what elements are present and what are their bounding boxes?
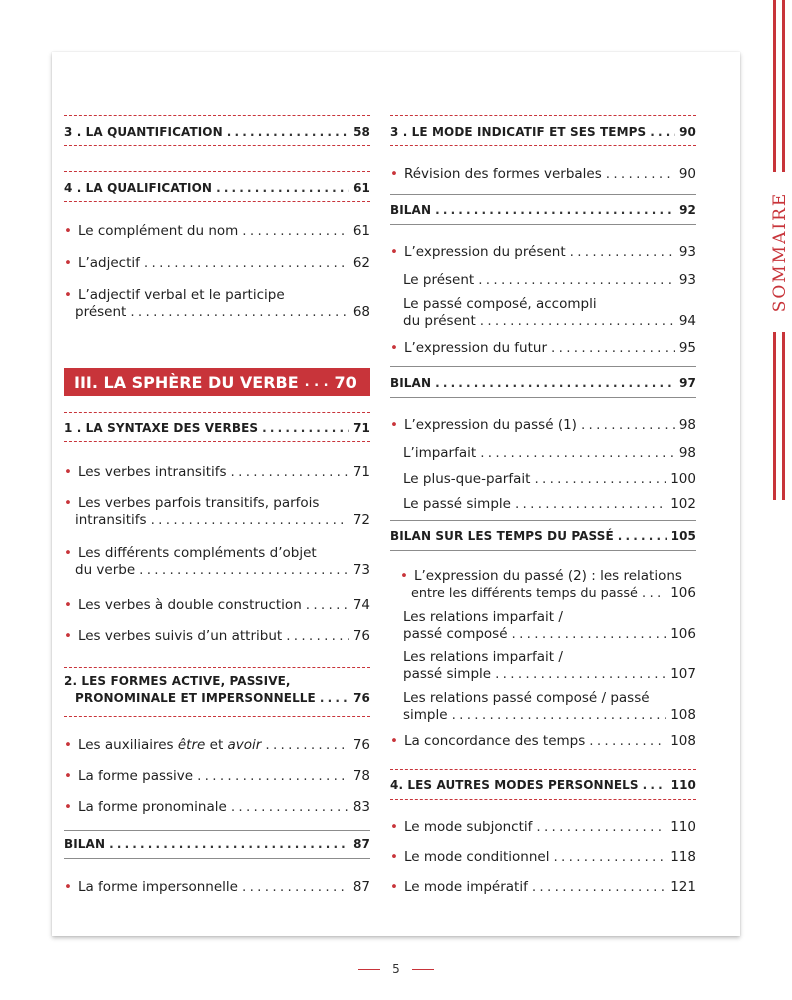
toc-entry-indicatif[interactable] xyxy=(390,124,696,141)
toc-entry-complement-nom[interactable] xyxy=(64,223,370,240)
leader-dots xyxy=(570,244,675,261)
leader-dots xyxy=(265,737,348,754)
page-number: 76 xyxy=(352,628,370,644)
bullet-icon: • xyxy=(64,628,72,644)
page-number-footer: 5 xyxy=(392,962,400,976)
page-number: 106 xyxy=(670,585,696,601)
toc-entry-syntaxe[interactable] xyxy=(64,420,370,437)
page-number: 68 xyxy=(352,304,370,320)
toc-entry-impersonnelle[interactable] xyxy=(64,879,370,896)
page-number: 95 xyxy=(678,340,696,356)
page-number: 74 xyxy=(352,597,370,613)
leader-dots xyxy=(242,223,349,240)
leader-dots xyxy=(231,464,349,481)
bullet-icon: • xyxy=(64,597,72,613)
toc-entry-passe-compose[interactable] xyxy=(390,296,696,330)
leader-dots xyxy=(643,777,667,794)
bullet-icon: • xyxy=(64,255,72,271)
entry-title: BILAN xyxy=(390,203,432,217)
divider xyxy=(64,115,370,116)
page-number: 110 xyxy=(670,778,696,792)
page-number: 73 xyxy=(352,562,370,578)
divider xyxy=(390,550,696,551)
toc-entry-bilan-passe[interactable] xyxy=(390,528,696,545)
entry-label: Les verbes suivis d’un attribut xyxy=(77,628,283,644)
entry-label: Les verbes à double construction xyxy=(77,597,302,613)
toc-entry-relations-2[interactable] xyxy=(390,649,696,683)
bullet-icon: • xyxy=(64,223,72,239)
footer-rule-left xyxy=(358,969,380,970)
bullet-icon: • xyxy=(400,568,408,584)
divider xyxy=(64,441,370,442)
entry-label: La forme pronominale xyxy=(77,799,227,815)
page-number: 98 xyxy=(678,417,696,433)
leader-dots xyxy=(306,597,349,614)
toc-entry-adjectif[interactable] xyxy=(64,255,370,272)
leader-dots xyxy=(618,528,667,545)
bullet-icon: • xyxy=(64,545,72,561)
toc-entry-adjectif-verbal[interactable] xyxy=(64,287,370,321)
entry-title: BILAN xyxy=(390,376,432,390)
page-number: 71 xyxy=(353,421,370,435)
entry-label-italic: avoir xyxy=(227,737,262,753)
entry-label: L’expression du présent xyxy=(403,244,566,260)
entry-title: 3 . LA QUANTIFICATION xyxy=(64,125,223,139)
entry-label: L’expression du passé (1) xyxy=(403,417,577,433)
page-number: 72 xyxy=(352,512,370,528)
part-dots: . . . xyxy=(304,374,329,390)
entry-label: L’imparfait xyxy=(403,445,477,461)
leader-dots xyxy=(512,626,667,643)
entry-title-cont: PRONOMINALE ET IMPERSONNELLE xyxy=(75,691,316,705)
divider xyxy=(64,145,370,146)
page-footer xyxy=(0,962,792,976)
entry-label-cont: passé composé xyxy=(403,626,508,642)
toc-entry-formes[interactable] xyxy=(64,673,370,707)
entry-label: L’expression du futur xyxy=(403,340,548,356)
divider xyxy=(390,799,696,800)
page-number: 61 xyxy=(352,223,370,239)
part-page-number: 70 xyxy=(334,372,357,392)
entry-label: L’expression du passé (2) : les relations xyxy=(413,568,682,584)
page-number: 58 xyxy=(353,125,370,139)
entry-label: Le mode subjonctif xyxy=(403,819,533,835)
entry-label-cont: intransitifs xyxy=(75,512,147,528)
page-number: 76 xyxy=(353,691,370,705)
side-bar-lower xyxy=(773,332,776,500)
leader-dots xyxy=(320,690,349,707)
divider xyxy=(390,769,696,770)
toc-entry-relations-1[interactable] xyxy=(390,609,696,643)
page-number: 92 xyxy=(679,203,696,217)
page-number: 78 xyxy=(352,768,370,784)
page-number: 102 xyxy=(670,496,696,512)
entry-title: 4 . LA QUALIFICATION xyxy=(64,181,213,195)
side-bar-upper-2 xyxy=(782,0,785,172)
entry-label-cont: du présent xyxy=(403,313,476,329)
page-number: 90 xyxy=(679,125,696,139)
entry-label: Les relations imparfait / xyxy=(403,649,563,665)
leader-dots xyxy=(435,202,675,219)
entry-label: La concordance des temps xyxy=(403,733,586,749)
bullet-icon: • xyxy=(390,879,398,895)
bullet-icon: • xyxy=(390,340,398,356)
toc-entry-quantification[interactable] xyxy=(64,124,370,141)
entry-label: L’adjectif xyxy=(77,255,140,271)
divider xyxy=(64,830,370,831)
leader-dots xyxy=(534,471,666,488)
leader-dots xyxy=(581,417,675,434)
entry-label: Les différents compléments d’objet xyxy=(77,545,317,561)
leader-dots xyxy=(231,799,349,816)
entry-label: La forme impersonnelle xyxy=(77,879,238,895)
divider xyxy=(390,224,696,225)
sommaire-label: SOMMAIRE xyxy=(770,191,790,313)
toc-entry-bilan-1[interactable] xyxy=(390,202,696,219)
entry-label: Le mode conditionnel xyxy=(403,849,550,865)
toc-entry-conditionnel[interactable] xyxy=(390,849,696,866)
toc-entry-imperatif[interactable] xyxy=(390,879,696,896)
toc-entry-pronominale[interactable] xyxy=(64,799,370,816)
entry-title: 2. LES FORMES ACTIVE, PASSIVE, xyxy=(64,674,291,688)
entry-label: L’adjectif verbal et le participe xyxy=(77,287,285,303)
page-number: 90 xyxy=(678,166,696,182)
page-number: 71 xyxy=(352,464,370,480)
entry-label: Les verbes parfois transitifs, parfois xyxy=(77,495,320,511)
divider xyxy=(64,412,370,413)
divider xyxy=(64,716,370,717)
page-number: 106 xyxy=(670,626,696,642)
leader-dots xyxy=(650,124,675,141)
toc-entry-auxiliaires[interactable] xyxy=(64,737,370,754)
page-number: 121 xyxy=(670,879,696,895)
toc-entry-double[interactable] xyxy=(64,597,370,614)
toc-entry-bilan-left[interactable] xyxy=(64,836,370,853)
leader-dots xyxy=(144,255,349,272)
leader-dots xyxy=(532,879,666,896)
toc-entry-relations-3[interactable] xyxy=(390,690,696,724)
entry-label: Le plus-que-parfait xyxy=(403,471,531,487)
entry-label: Les auxiliaires xyxy=(77,737,178,753)
entry-label: Le passé simple xyxy=(403,496,511,512)
page-number: 107 xyxy=(670,666,696,682)
toc-entry-qualification[interactable] xyxy=(64,180,370,197)
side-bar-upper xyxy=(773,0,776,172)
leader-dots xyxy=(109,836,349,853)
toc-entry-autres-modes[interactable] xyxy=(390,777,696,794)
page-number: 97 xyxy=(679,376,696,390)
page-number: 62 xyxy=(352,255,370,271)
footer-rule-right xyxy=(412,969,434,970)
entry-label-italic: être xyxy=(177,737,206,753)
page-number: 93 xyxy=(678,272,696,288)
bullet-icon: • xyxy=(64,879,72,895)
bullet-icon: • xyxy=(64,464,72,480)
toc-entry-bilan-2[interactable] xyxy=(390,375,696,392)
entry-label: Les verbes intransitifs xyxy=(77,464,227,480)
toc-entry-passe-1[interactable] xyxy=(390,417,696,434)
page-number: 76 xyxy=(352,737,370,753)
leader-dots xyxy=(495,666,666,683)
bullet-icon: • xyxy=(64,768,72,784)
entry-label: Le mode impératif xyxy=(403,879,528,895)
toc-page xyxy=(52,52,740,936)
toc-entry-plus-que-parfait[interactable] xyxy=(390,471,696,488)
divider xyxy=(390,194,696,195)
entry-label-cont: entre les différents temps du passé xyxy=(411,586,638,601)
entry-label-mid: et xyxy=(205,737,228,753)
page-number: 105 xyxy=(670,529,696,543)
leader-dots xyxy=(536,819,666,836)
leader-dots xyxy=(227,124,349,141)
toc-entry-passive[interactable] xyxy=(64,768,370,785)
toc-entry-revision[interactable] xyxy=(390,166,696,183)
leader-dots xyxy=(216,180,349,197)
bullet-icon: • xyxy=(64,737,72,753)
leader-dots xyxy=(452,707,667,724)
entry-title: 4. LES AUTRES MODES PERSONNELS xyxy=(390,778,639,792)
bullet-icon: • xyxy=(64,495,72,511)
leader-dots xyxy=(480,445,675,462)
toc-entry-parfois[interactable] xyxy=(64,495,370,529)
toc-entry-le-present[interactable] xyxy=(390,272,696,289)
entry-label-cont: du verbe xyxy=(75,562,136,578)
toc-entry-futur[interactable] xyxy=(390,340,696,357)
leader-dots xyxy=(642,585,666,602)
leader-dots xyxy=(480,313,675,330)
divider xyxy=(390,366,696,367)
entry-label: Le passé composé, accompli xyxy=(403,296,597,312)
page-number: 110 xyxy=(670,819,696,835)
bullet-icon: • xyxy=(390,849,398,865)
page-number: 98 xyxy=(678,445,696,461)
side-bar-lower-2 xyxy=(782,332,785,500)
entry-label-cont: simple xyxy=(403,707,448,723)
leader-dots xyxy=(130,304,348,321)
page-number: 108 xyxy=(670,733,696,749)
bullet-icon: • xyxy=(390,819,398,835)
leader-dots xyxy=(515,496,666,513)
page-number: 83 xyxy=(352,799,370,815)
leader-dots xyxy=(197,768,349,785)
toc-entry-passe-2[interactable] xyxy=(390,568,696,602)
leader-dots xyxy=(242,879,349,896)
divider xyxy=(64,201,370,202)
leader-dots xyxy=(589,733,666,750)
part-title: III. LA SPHÈRE DU VERBE xyxy=(74,372,299,392)
entry-label: Le complément du nom xyxy=(77,223,239,239)
entry-label: Le présent xyxy=(403,272,475,288)
page-number: 87 xyxy=(353,837,370,851)
leader-dots xyxy=(553,849,666,866)
bullet-icon: • xyxy=(390,733,398,749)
toc-entry-passe-simple[interactable] xyxy=(390,496,696,513)
page-number: 93 xyxy=(678,244,696,260)
leader-dots xyxy=(139,562,349,579)
bullet-icon: • xyxy=(390,244,398,260)
divider xyxy=(390,397,696,398)
leader-dots xyxy=(286,628,349,645)
part-heading-sphere-verbe[interactable] xyxy=(64,368,370,396)
toc-entry-subjonctif[interactable] xyxy=(390,819,696,836)
leader-dots xyxy=(606,166,675,183)
entry-label: Les relations imparfait / xyxy=(403,609,563,625)
page-number: 87 xyxy=(352,879,370,895)
divider xyxy=(390,520,696,521)
divider xyxy=(64,858,370,859)
leader-dots xyxy=(151,512,349,529)
bullet-icon: • xyxy=(390,417,398,433)
leader-dots xyxy=(435,375,675,392)
toc-entry-present[interactable] xyxy=(390,244,696,261)
page-number: 108 xyxy=(670,707,696,723)
entry-title: BILAN SUR LES TEMPS DU PASSÉ xyxy=(390,529,614,543)
entry-label-cont: passé simple xyxy=(403,666,492,682)
entry-title: 3 . LE MODE INDICATIF ET SES TEMPS xyxy=(390,125,647,139)
entry-title: BILAN xyxy=(64,837,106,851)
divider xyxy=(390,115,696,116)
page-number: 61 xyxy=(353,181,370,195)
toc-entry-concordance[interactable] xyxy=(390,733,696,750)
divider xyxy=(64,667,370,668)
page-number: 100 xyxy=(670,471,696,487)
bullet-icon: • xyxy=(390,166,398,182)
entry-label-cont: présent xyxy=(75,304,127,320)
page-number: 94 xyxy=(678,313,696,329)
bullet-icon: • xyxy=(64,287,72,303)
toc-entry-complements[interactable] xyxy=(64,545,370,579)
toc-entry-intransitifs[interactable] xyxy=(64,464,370,481)
divider xyxy=(390,145,696,146)
leader-dots xyxy=(551,340,675,357)
bullet-icon: • xyxy=(64,799,72,815)
toc-entry-attribut[interactable] xyxy=(64,628,370,645)
entry-label: Révision des formes verbales xyxy=(403,166,602,182)
leader-dots xyxy=(262,420,349,437)
leader-dots xyxy=(478,272,675,289)
entry-label: Les relations passé composé / passé xyxy=(403,690,650,706)
divider xyxy=(64,171,370,172)
page-number: 118 xyxy=(670,849,696,865)
entry-title: 1 . LA SYNTAXE DES VERBES xyxy=(64,421,259,435)
toc-entry-imparfait[interactable] xyxy=(390,445,696,462)
entry-label: La forme passive xyxy=(77,768,194,784)
